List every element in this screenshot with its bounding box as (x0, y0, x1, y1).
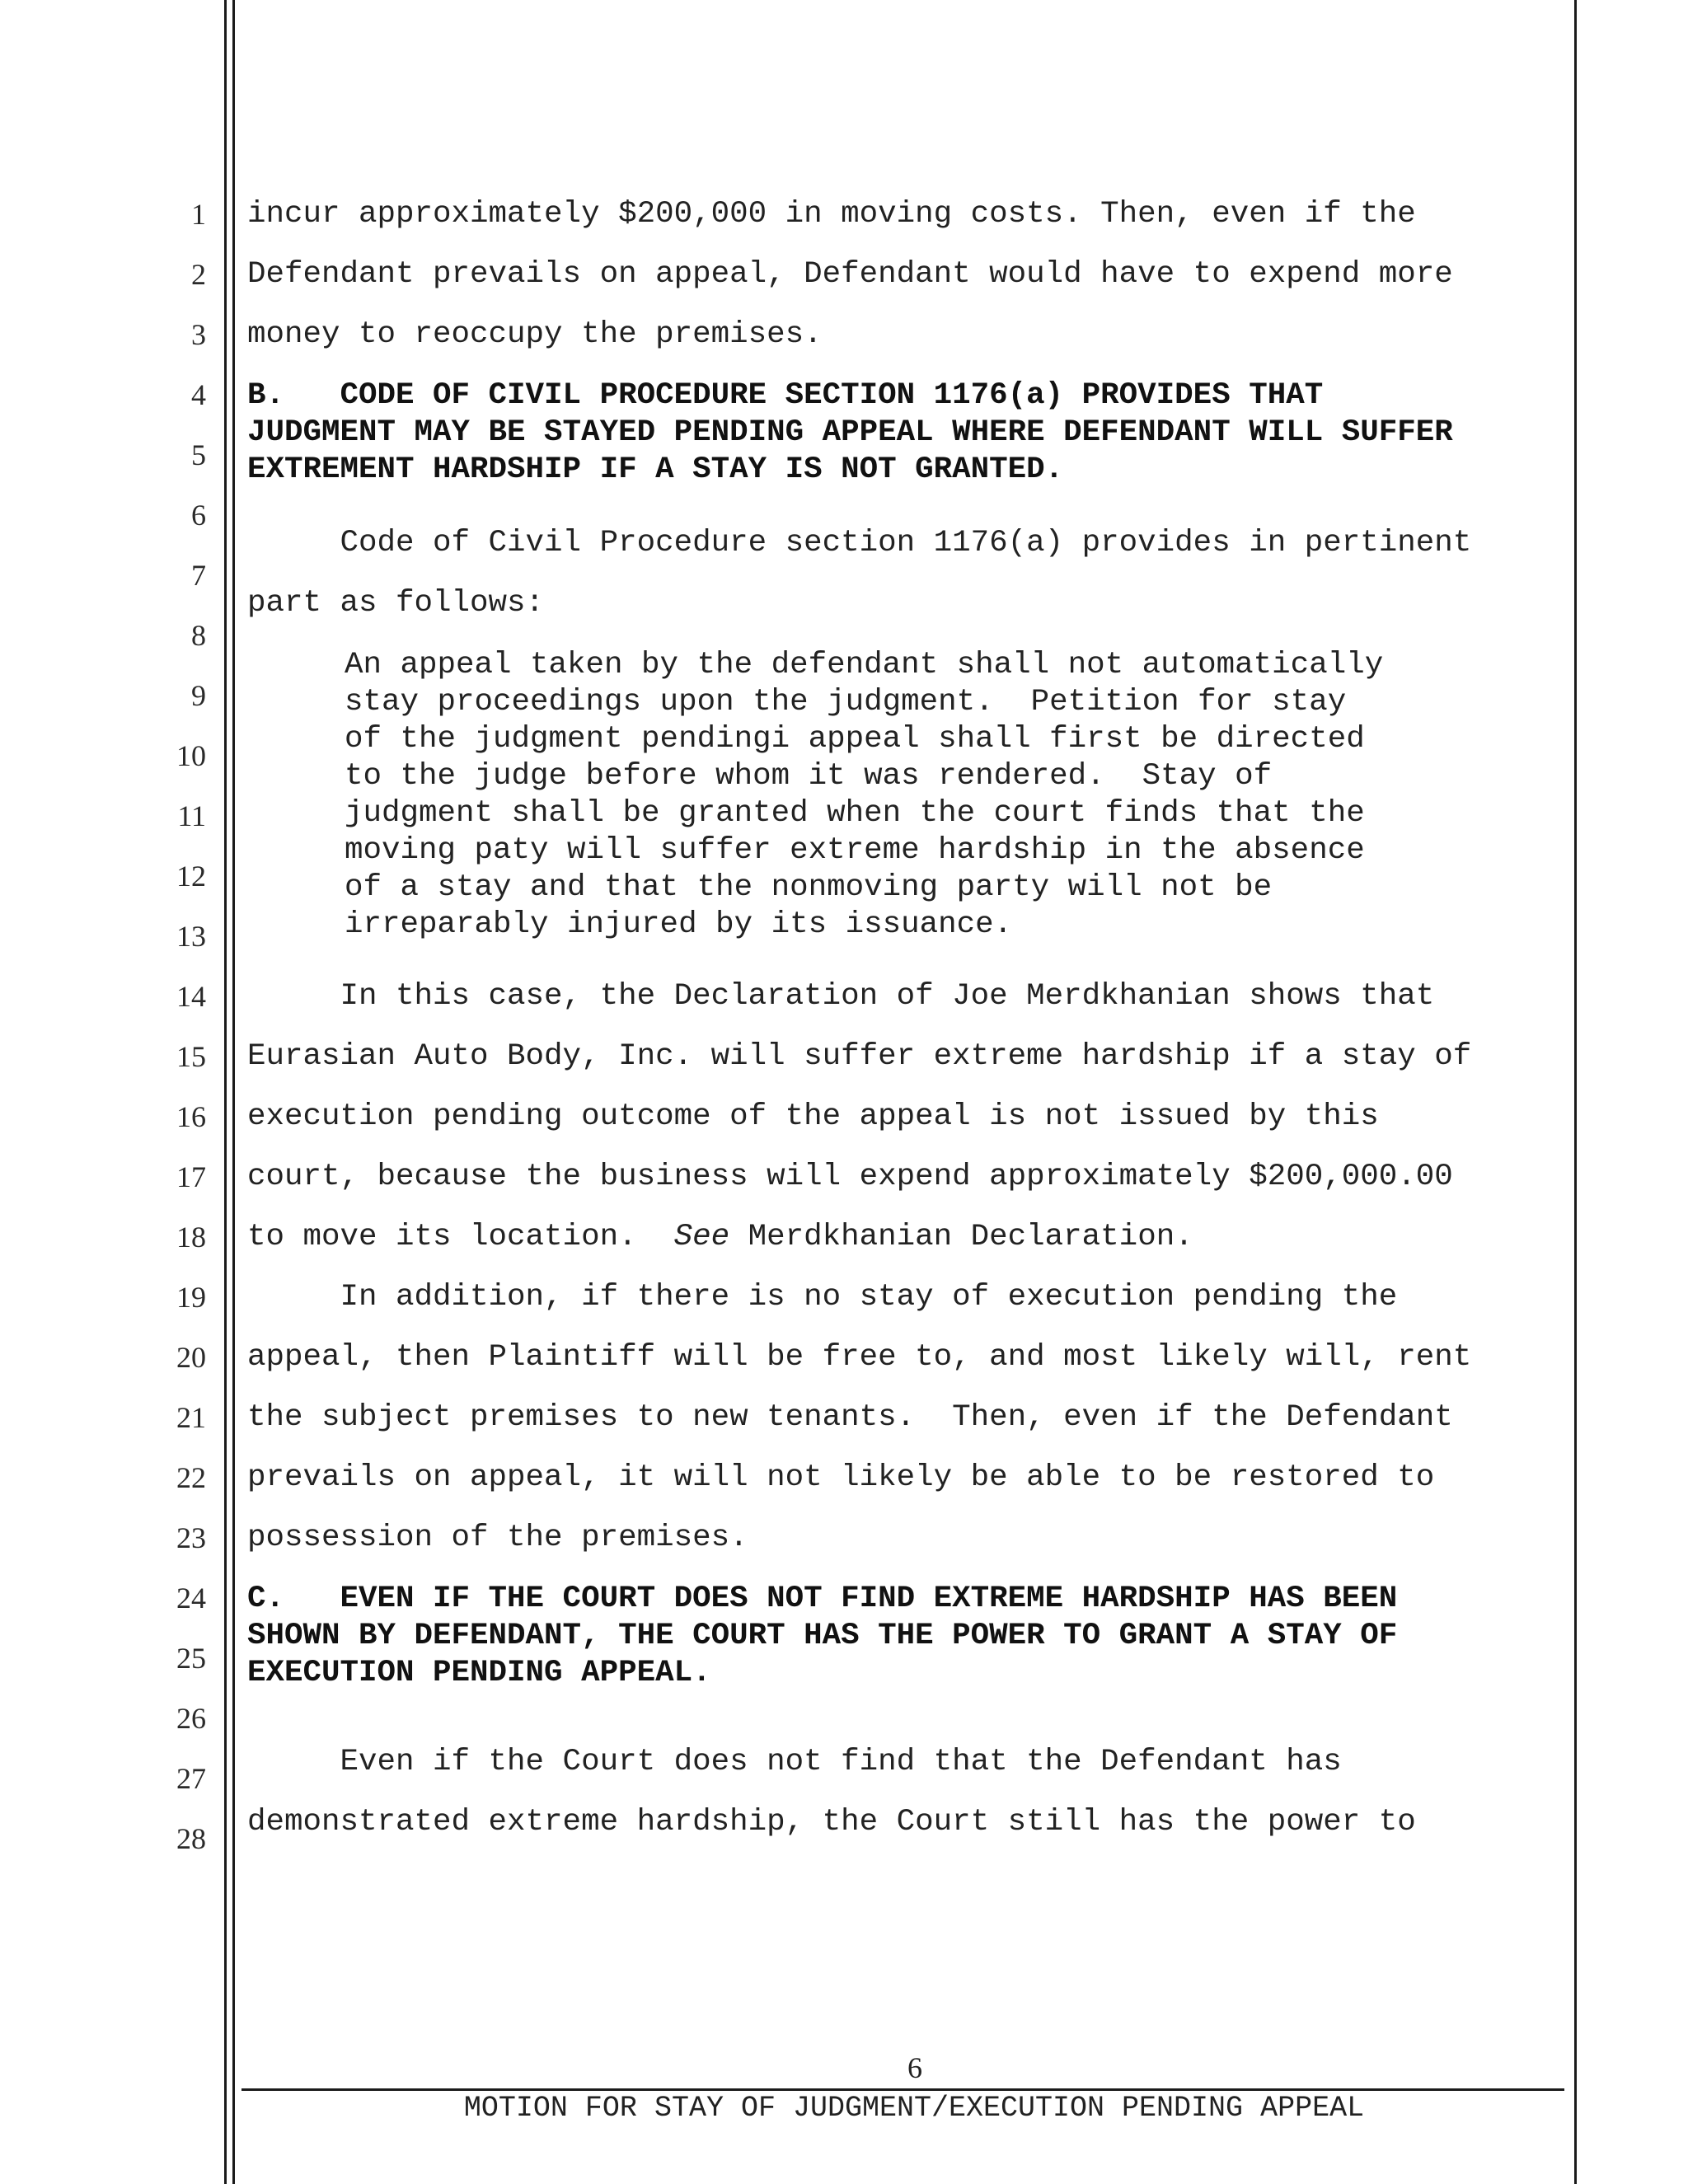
right-margin-rule (1574, 0, 1577, 2184)
line-number: 27 (176, 1762, 206, 1795)
quote-line: moving paty will suffer extreme hardship in the absence (345, 833, 1365, 868)
line-number: 23 (176, 1521, 206, 1554)
line-number: 8 (191, 619, 206, 652)
body-line: appeal, then Plaintiff will be free to, and most likely will, rent (247, 1340, 1472, 1375)
citation-signal: See (673, 1220, 730, 1254)
heading-line: SHOWN BY DEFENDANT, THE COURT HAS THE POWER TO GRANT A STAY OF (247, 1619, 1398, 1653)
quote-line: stay proceedings upon the judgment. Petition for stay (345, 685, 1347, 719)
left-margin-rule-inner (232, 0, 235, 2184)
heading-line: EXTREMENT HARDSHIP IF A STAY IS NOT GRANTED. (247, 452, 1064, 487)
line-number: 6 (191, 499, 206, 532)
heading-line: EXECUTION PENDING APPEAL. (247, 1656, 711, 1690)
body-line: Code of Civil Procedure section 1176(a) provides in pertinent (247, 526, 1472, 560)
quote-line: to the judge before whom it was rendered. Stay of (345, 759, 1273, 794)
body-line: demonstrated extreme hardship, the Court still has the power to (247, 1805, 1416, 1840)
body-line: Eurasian Auto Body, Inc. will suffer extreme hardship if a stay of (247, 1039, 1472, 1074)
line-number: 18 (176, 1221, 206, 1254)
line-number: 20 (176, 1341, 206, 1374)
body-line: execution pending outcome of the appeal is not issued by this (247, 1099, 1379, 1134)
line-number: 10 (176, 739, 206, 772)
body-line: court, because the business will expend approximately $200,000.00 (247, 1160, 1453, 1194)
line-number: 28 (176, 1822, 206, 1855)
body-line: In this case, the Declaration of Joe Merdkhanian shows that (247, 979, 1435, 1014)
quote-line: An appeal taken by the defendant shall not automatically (345, 648, 1384, 682)
line-number: 26 (176, 1702, 206, 1735)
line-number: 17 (176, 1160, 206, 1193)
body-line: prevails on appeal, it will not likely be able to be restored to (247, 1460, 1435, 1495)
body-line: incur approximately $200,000 in moving costs. Then, even if the (247, 197, 1416, 232)
body-text: to move its location. (247, 1220, 674, 1254)
body-line: Even if the Court does not find that the Defendant has (247, 1745, 1342, 1779)
line-number: 2 (191, 258, 206, 291)
line-number: 14 (176, 980, 206, 1013)
body-line (247, 1219, 1193, 1256)
quote-line: judgment shall be granted when the court finds that the (345, 796, 1365, 831)
line-number: 21 (176, 1401, 206, 1434)
body-text: Merdkhanian Declaration. (729, 1220, 1193, 1254)
footer-rule (241, 2088, 1564, 2091)
heading-line: JUDGMENT MAY BE STAYED PENDING APPEAL WHERE DEFENDANT WILL SUFFER (247, 415, 1453, 450)
quote-line: irreparably injured by its issuance. (345, 907, 1013, 942)
heading-line: C. EVEN IF THE COURT DOES NOT FIND EXTREME HARDSHIP HAS BEEN (247, 1582, 1398, 1616)
line-number: 13 (176, 920, 206, 953)
line-number: 3 (191, 318, 206, 351)
line-number: 11 (177, 799, 206, 832)
line-number: 25 (176, 1642, 206, 1675)
line-number: 24 (176, 1582, 206, 1615)
line-number: 15 (176, 1040, 206, 1073)
line-number: 19 (176, 1281, 206, 1314)
quote-line: of a stay and that the nonmoving party will not be (345, 870, 1273, 905)
line-number: 12 (176, 860, 206, 893)
heading-line: B. CODE OF CIVIL PROCEDURE SECTION 1176(a) PROVIDES THAT (247, 378, 1324, 413)
line-number: 22 (176, 1461, 206, 1494)
quote-line: of the judgment pendingi appeal shall first be directed (345, 722, 1365, 757)
line-number: 9 (191, 679, 206, 712)
line-number: 5 (191, 438, 206, 471)
body-line: part as follows: (247, 586, 545, 621)
left-margin-rule-outer (224, 0, 227, 2184)
body-line: the subject premises to new tenants. Then, even if the Defendant (247, 1400, 1453, 1435)
footer-title: MOTION FOR STAY OF JUDGMENT/EXECUTION PENDING APPEAL (463, 2092, 1365, 2125)
page-number: 6 (907, 2051, 922, 2084)
line-number: 1 (191, 198, 206, 231)
line-number: 7 (191, 559, 206, 592)
line-number: 16 (176, 1100, 206, 1133)
body-line: In addition, if there is no stay of execution pending the (247, 1280, 1398, 1315)
line-number: 4 (191, 378, 206, 411)
body-line: money to reoccupy the premises. (247, 317, 823, 352)
body-line: Defendant prevails on appeal, Defendant would have to expend more (247, 257, 1453, 292)
body-line: possession of the premises. (247, 1521, 748, 1555)
